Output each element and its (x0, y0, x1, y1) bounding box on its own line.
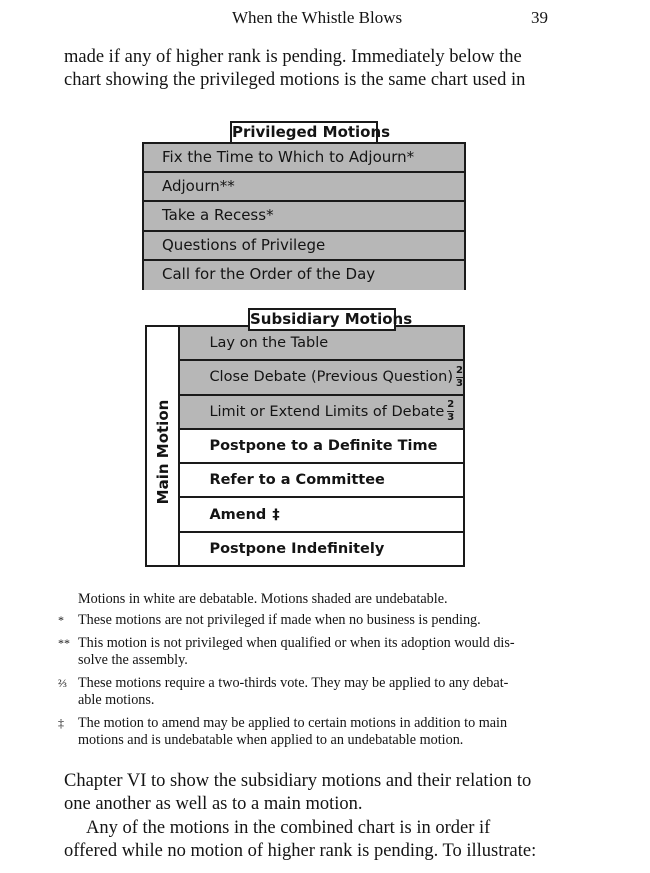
subsidiary-motions-chart (145, 325, 465, 567)
footnote-text: These motions are not privileged if made when no business is pending. (78, 612, 481, 628)
subsidiary-motions-label: Subsidiary Motions (248, 308, 396, 331)
subsidiary-row (180, 430, 463, 464)
footnote (58, 715, 558, 749)
footnote-text: The motion to amend may be applied to certain motions in addition to main (78, 715, 508, 731)
privileged-row: Call for the Order of the Day (144, 261, 464, 290)
footnote-text: motions and is undebatable when applied to an undebatable motion. (78, 732, 464, 748)
two-thirds-fraction: $\frac{2}{3}$ (447, 399, 455, 424)
notes-intro: Motions in white are debatable. Motions shaded are undebatable. (78, 591, 448, 607)
privileged-row: Take a Recess* (144, 202, 464, 231)
subsidiary-row-text: Postpone to a Definite Time (209, 437, 438, 454)
subsidiary-row (180, 361, 463, 395)
privileged-motions-label: Privileged Motions (230, 121, 378, 144)
paragraph-chapter (64, 770, 584, 816)
footnote-text: These motions require a two-thirds vote. They may be applied to any debat- (78, 675, 509, 691)
privileged-motions-chart (142, 142, 466, 290)
privileged-row: Fix the Time to Which to Adjourn* (144, 144, 464, 173)
subsidiary-row-text: Close Debate (Previous Question) (209, 369, 453, 386)
subsidiary-row (180, 464, 463, 498)
subsidiary-row (180, 533, 463, 565)
main-motion-label: Main Motion (153, 399, 172, 505)
text-line: Any of the motions in the combined chart is in order if (86, 818, 491, 838)
text-line: offered while no motion of higher rank is pending. To illustrate: (64, 841, 537, 861)
privileged-row: Adjourn** (144, 173, 464, 202)
two-thirds-fraction: $\frac{2}{3}$ (456, 364, 463, 389)
main-motion-column (147, 327, 180, 565)
footnote (58, 635, 558, 669)
footnote (58, 675, 558, 709)
text-line: one another as well as to a main motion. (64, 794, 363, 814)
footnote-symbol: * (58, 613, 64, 627)
subsidiary-row (180, 498, 463, 532)
text-line: Chapter VI to show the subsidiary motions and their relation to (64, 771, 532, 791)
subsidiary-row-text: Limit or Extend Limits of Debate (209, 403, 445, 420)
text-line: chart showing the privileged motions is the same chart used in (64, 70, 526, 90)
subsidiary-row-text: Lay on the Table (209, 335, 329, 352)
footnote-symbol: ⅔ (58, 676, 67, 690)
footnote-text: This motion is not privileged when qualified or when its adoption would dis- (78, 635, 515, 651)
subsidiary-row-text: Refer to a Committee (209, 472, 385, 489)
footnote (58, 612, 558, 629)
footnote-text: solve the assembly. (78, 652, 188, 668)
chart-notes (58, 591, 558, 755)
footnote-text: able motions. (78, 692, 155, 708)
subsidiary-rows (180, 327, 463, 565)
subsidiary-row-text: Postpone Indefinitely (209, 540, 385, 557)
privileged-row: Questions of Privilege (144, 232, 464, 261)
paragraph-top (64, 46, 584, 92)
subsidiary-row (180, 327, 463, 361)
double-dagger-mark: ‡ (272, 506, 280, 523)
subsidiary-row (180, 396, 463, 430)
footnote-symbol: ‡ (58, 716, 64, 730)
subsidiary-row-text: Amend (209, 506, 267, 523)
text-line: made if any of higher rank is pending. Immediately below the (64, 47, 522, 67)
paragraph-any-motion (64, 817, 584, 863)
running-title: When the Whistle Blows (232, 8, 403, 27)
running-head (0, 6, 650, 30)
page-number: 39 (531, 8, 548, 27)
footnote-symbol: ** (58, 636, 70, 650)
